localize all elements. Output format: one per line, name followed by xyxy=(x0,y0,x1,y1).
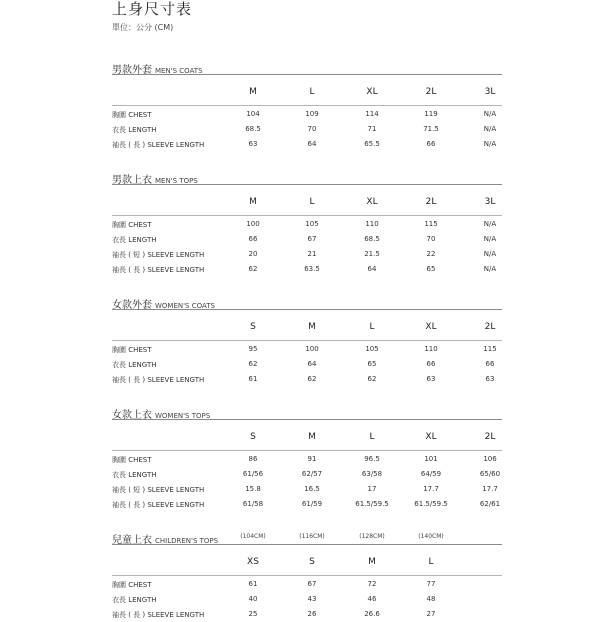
measure-value: 105 xyxy=(365,345,379,353)
measure-value: 43 xyxy=(307,595,317,603)
measure-value: 68.5 xyxy=(364,235,380,243)
measure-row xyxy=(112,137,502,152)
measure-value: 100 xyxy=(246,220,260,228)
measure-value: 115 xyxy=(424,220,438,228)
section-title-zh: 男款上衣 xyxy=(112,175,152,186)
measure-value: 67 xyxy=(307,580,317,588)
measure-value: 66 xyxy=(426,360,436,368)
measure-value: 61.5/59.5 xyxy=(414,500,448,508)
measure-value: 66 xyxy=(426,140,436,148)
measure-value: 64 xyxy=(367,265,377,273)
measure-value: 27 xyxy=(426,610,436,618)
measure-value: 46 xyxy=(367,595,377,603)
measure-value: 61.5/59.5 xyxy=(355,500,389,508)
measure-value: 65 xyxy=(367,360,377,368)
measure-label: 胸圍 CHEST xyxy=(112,111,152,119)
measure-value: 67 xyxy=(307,235,317,243)
measure-value: N/A xyxy=(483,235,497,243)
measure-label: 袖長 ( 長 ) SLEEVE LENGTH xyxy=(112,501,205,509)
size-label: 3L xyxy=(484,197,496,207)
measure-value: 115 xyxy=(483,345,497,353)
measure-row xyxy=(112,107,502,122)
measure-value: 65/60 xyxy=(479,470,501,478)
measure-label: 胸圍 CHEST xyxy=(112,221,152,229)
measure-value: 62 xyxy=(307,375,317,383)
measure-value: 61/58 xyxy=(242,500,264,508)
section-header xyxy=(112,58,502,75)
size-label: M xyxy=(308,432,316,442)
size-label: XL xyxy=(366,87,378,97)
section-title-en: WOMEN'S TOPS xyxy=(155,412,211,420)
age-height-label: (116CM) xyxy=(299,533,325,540)
measure-value: 26.6 xyxy=(364,610,380,618)
measure-label: 袖長 ( 長 ) SLEEVE LENGTH xyxy=(112,266,205,274)
measure-value: 64 xyxy=(307,360,317,368)
measure-label: 衣長 LENGTH xyxy=(112,361,157,369)
age-height-label: (128CM) xyxy=(359,533,385,540)
measure-value: 21 xyxy=(307,250,317,258)
measure-value: 66 xyxy=(485,360,495,368)
measure-value: N/A xyxy=(483,110,497,118)
measure-value: 40 xyxy=(248,595,258,603)
measure-value: 61 xyxy=(248,375,258,383)
measure-row xyxy=(112,482,502,497)
size-label: 3L xyxy=(484,87,496,97)
measure-value: 62 xyxy=(248,360,258,368)
measure-row xyxy=(112,122,502,137)
size-label: L xyxy=(309,197,315,207)
section-title-en: CHILDREN'S TOPS xyxy=(155,537,219,545)
measure-value: 95 xyxy=(248,345,258,353)
size-label: L xyxy=(309,87,315,97)
measure-value: N/A xyxy=(483,125,497,133)
measure-value: 86 xyxy=(248,455,258,463)
size-label: M xyxy=(368,557,376,567)
size-header-row xyxy=(112,310,502,341)
section-title-en: MEN'S TOPS xyxy=(155,177,198,185)
measure-value: 64 xyxy=(307,140,317,148)
measure-value: 71 xyxy=(367,125,377,133)
size-label: XL xyxy=(366,197,378,207)
measure-row xyxy=(112,452,502,467)
measure-value: N/A xyxy=(483,220,497,228)
measure-value: 71.5 xyxy=(423,125,439,133)
section-mens-coats xyxy=(112,58,502,152)
section-mens-tops xyxy=(112,168,502,277)
measure-value: 63.5 xyxy=(304,265,320,273)
measure-value: 62 xyxy=(367,375,377,383)
size-label: M xyxy=(249,197,257,207)
measure-row xyxy=(112,262,502,277)
measure-label: 胸圍 CHEST xyxy=(112,346,152,354)
measure-value: 77 xyxy=(426,580,436,588)
measure-value: 17.7 xyxy=(482,485,498,493)
size-label: M xyxy=(308,322,316,332)
measure-label: 袖長 ( 長 ) SLEEVE LENGTH xyxy=(112,611,205,619)
measure-row xyxy=(112,497,502,512)
size-label: 2L xyxy=(425,87,437,97)
measure-row xyxy=(112,247,502,262)
section-title-en: WOMEN'S COATS xyxy=(155,302,215,310)
measure-row xyxy=(112,357,502,372)
section-header xyxy=(112,293,502,310)
age-height-label: (104CM) xyxy=(240,533,266,540)
measure-value: 66 xyxy=(248,235,258,243)
measure-row xyxy=(112,592,502,607)
measure-value: 62/61 xyxy=(479,500,501,508)
measure-value: 16.5 xyxy=(304,485,320,493)
measure-value: N/A xyxy=(483,250,497,258)
measure-value: 15.8 xyxy=(245,485,261,493)
measure-label: 袖長 ( 長 ) SLEEVE LENGTH xyxy=(112,376,205,384)
measure-value: 61/56 xyxy=(242,470,264,478)
measure-value: 65.5 xyxy=(364,140,380,148)
size-label: L xyxy=(369,432,375,442)
measure-row xyxy=(112,342,502,357)
measure-value: 70 xyxy=(426,235,436,243)
measure-value: 109 xyxy=(305,110,319,118)
size-label: XL xyxy=(425,432,437,442)
measure-value: 20 xyxy=(248,250,258,258)
measure-value: 62 xyxy=(248,265,258,273)
section-womens-tops xyxy=(112,403,502,512)
section-title-zh: 女款上衣 xyxy=(112,410,152,421)
section-womens-coats xyxy=(112,293,502,387)
age-height-label: (140CM) xyxy=(418,533,444,540)
measure-value: 91 xyxy=(307,455,317,463)
measure-value: 70 xyxy=(307,125,317,133)
measure-value: 61/59 xyxy=(301,500,323,508)
unit-note: 單位：公分 (CM) xyxy=(112,23,174,32)
size-label: 2L xyxy=(484,432,496,442)
section-header xyxy=(112,168,502,185)
size-label: 2L xyxy=(484,322,496,332)
measure-value: 17.7 xyxy=(423,485,439,493)
measure-label: 衣長 LENGTH xyxy=(112,126,157,134)
size-label: XL xyxy=(425,322,437,332)
measure-label: 袖長 ( 短 ) SLEEVE LENGTH xyxy=(112,486,205,494)
measure-value: 119 xyxy=(424,110,438,118)
measure-label: 袖長 ( 短 ) SLEEVE LENGTH xyxy=(112,251,205,259)
size-label: L xyxy=(428,557,434,567)
size-label: L xyxy=(369,322,375,332)
measure-value: 22 xyxy=(426,250,436,258)
measure-value: 65 xyxy=(426,265,436,273)
section-title-zh: 女款外套 xyxy=(112,300,152,311)
measure-row xyxy=(112,577,502,592)
measure-value: 17 xyxy=(367,485,377,493)
size-label: 2L xyxy=(425,197,437,207)
measure-value: N/A xyxy=(483,265,497,273)
measure-label: 衣長 LENGTH xyxy=(112,596,157,604)
measure-row xyxy=(112,217,502,232)
measure-label: 胸圍 CHEST xyxy=(112,456,152,464)
size-header-row xyxy=(112,185,502,216)
measure-value: 72 xyxy=(367,580,377,588)
measure-value: 114 xyxy=(365,110,379,118)
measure-value: 48 xyxy=(426,595,436,603)
measure-value: 62/57 xyxy=(301,470,323,478)
measure-value: 96.5 xyxy=(364,455,380,463)
section-header xyxy=(112,403,502,420)
measure-value: 106 xyxy=(483,455,497,463)
size-header-row xyxy=(112,75,502,106)
measure-value: 26 xyxy=(307,610,317,618)
measure-row xyxy=(112,467,502,482)
measure-value: 100 xyxy=(305,345,319,353)
page-title: 上身尺寸表 xyxy=(112,0,193,18)
section-header xyxy=(112,528,502,545)
measure-value: 63/58 xyxy=(361,470,383,478)
measure-value: 64/59 xyxy=(420,470,442,478)
measure-value: 63 xyxy=(485,375,495,383)
measure-value: 110 xyxy=(424,345,438,353)
measure-value: 25 xyxy=(248,610,258,618)
measure-label: 袖長 ( 長 ) SLEEVE LENGTH xyxy=(112,141,205,149)
size-label: S xyxy=(250,432,256,442)
section-title-zh: 兒童上衣 xyxy=(112,535,152,546)
measure-value: 21.5 xyxy=(364,250,380,258)
size-label: M xyxy=(249,87,257,97)
measure-value: 110 xyxy=(365,220,379,228)
section-title-zh: 男款外套 xyxy=(112,65,152,76)
size-header-row xyxy=(112,545,502,576)
measure-value: 61 xyxy=(248,580,258,588)
section-title-en: MEN'S COATS xyxy=(155,67,203,75)
measure-label: 衣長 LENGTH xyxy=(112,471,157,479)
size-label: S xyxy=(309,557,315,567)
measure-value: 63 xyxy=(248,140,258,148)
measure-value: 101 xyxy=(424,455,438,463)
section-childrens-tops xyxy=(112,528,502,622)
measure-value: 68.5 xyxy=(245,125,261,133)
measure-label: 胸圍 CHEST xyxy=(112,581,152,589)
measure-row xyxy=(112,372,502,387)
measure-value: N/A xyxy=(483,140,497,148)
measure-row xyxy=(112,232,502,247)
size-header-row xyxy=(112,420,502,451)
measure-value: 63 xyxy=(426,375,436,383)
measure-value: 105 xyxy=(305,220,319,228)
measure-label: 衣長 LENGTH xyxy=(112,236,157,244)
size-label: S xyxy=(250,322,256,332)
size-label: XS xyxy=(247,557,259,567)
measure-value: 104 xyxy=(246,110,260,118)
